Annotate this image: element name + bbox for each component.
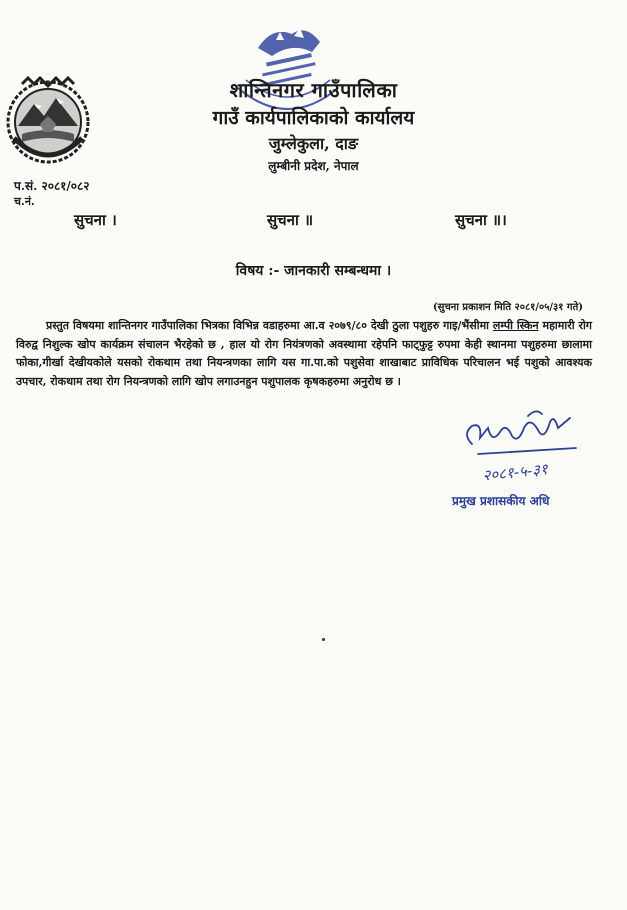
office-location: जुम्लेकुला, दाङ xyxy=(268,134,359,153)
letter-body xyxy=(16,317,592,391)
notice-heading-3: सुचना ॥। xyxy=(455,211,507,229)
municipality-name: शान्तिनगर गाउँपालिका xyxy=(229,78,398,102)
dispatch-number: च.नं. xyxy=(14,195,35,208)
publication-date: (सुचना प्रकाशन मिति २०८१/०५/३१ गते) xyxy=(432,302,583,313)
body-text-part1: प्रस्तुत विषयमा शान्तिनगर गाउँपालिका भित्रका विभिन्न वडाहरुमा आ.व २०७९/८० देखी ठुला पशुहरु गाइ/भैंसीमा xyxy=(46,319,493,332)
province-country: लुम्बीनी प्रदेश, नेपाल xyxy=(268,159,359,173)
letter-reference-number: प.सं. २०८१/०८२ xyxy=(14,179,90,193)
stray-mark xyxy=(322,638,325,641)
body-highlight-disease: लम्पी स्किन xyxy=(492,319,539,332)
signature-date: २०८१-५-३१ xyxy=(481,460,549,485)
notice-heading-2: सुचना ॥ xyxy=(267,211,314,229)
handwritten-signature xyxy=(458,408,590,486)
letter-subject: विषय :- जानकारी सम्बन्धमा । xyxy=(235,263,392,279)
body-text-part2: महामारी रोग विरुद्व निशुल्क खोप कार्यक्रम संचालन भैरहेको छ , हाल यो रोग नियंत्रणको अवस्थामा रहेपनि फाट्फुट्ट रुपमा केही स्थानमा पशुहरुमा छालामा फोका,गीर्खा देखीयकोले यसको रोकथाम तथा नियन्त्रणका लागि यस गा.पा.को पशुसेवा शाखाबाट प्राविधिक परिचालन भई पशुको आवश्यक उपचार, रोकथाम तथा रोग नियन्त्रणको लागि खोप लगाउनहुन पशुपालक कृषकहरुमा अनुरोध छ । xyxy=(16,319,593,388)
signatory-title: प्रमुख प्रशासकीय अधि xyxy=(452,494,550,508)
notice-heading-1: सुचना । xyxy=(74,211,117,229)
office-name: गाउँ कार्यपालिकाको कार्यालय xyxy=(212,107,415,129)
